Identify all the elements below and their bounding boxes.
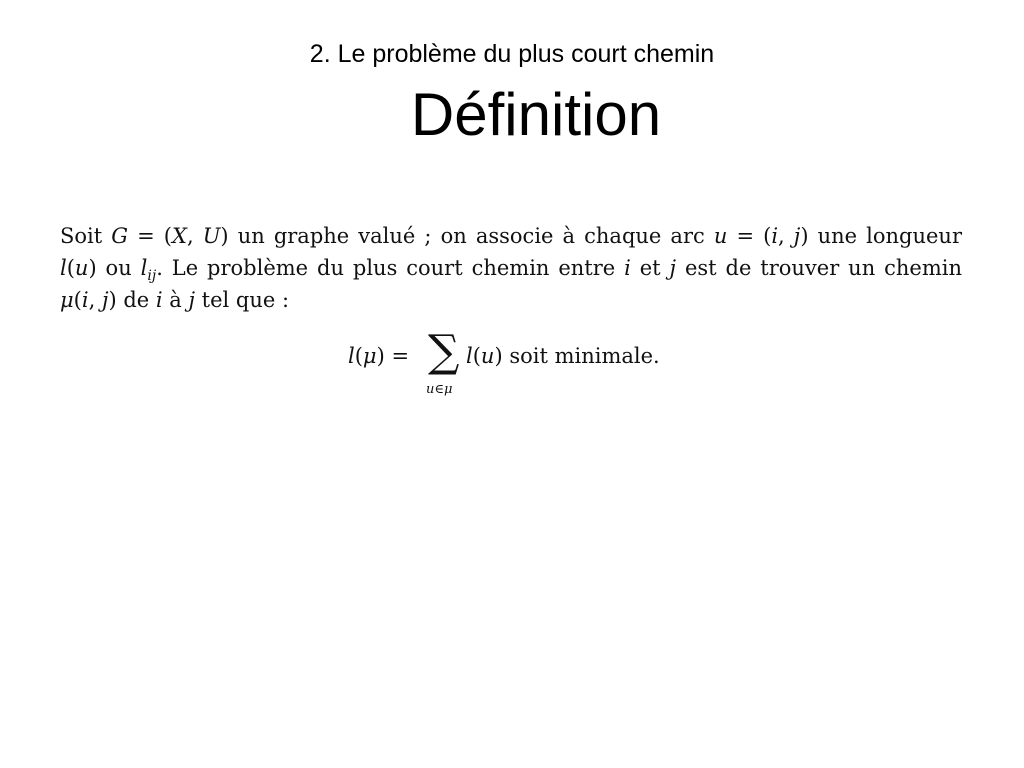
math-var: l	[348, 344, 355, 368]
text-run: ,	[88, 288, 102, 312]
text-run: (	[354, 344, 363, 368]
math-var: X	[172, 224, 187, 248]
text-run: (	[472, 344, 481, 368]
sum-subscript: u∈μ	[426, 382, 453, 397]
text-run: ) un graphe valué ; on associe à chaque arc	[220, 224, 714, 248]
math-var: i	[81, 288, 89, 312]
math-var: G	[111, 224, 129, 248]
math-var: U	[202, 224, 221, 248]
text-run: ) ou	[88, 256, 141, 280]
section-title: 2. Le problème du plus court chemin	[309, 40, 715, 68]
math-var: j	[101, 288, 109, 312]
text-run: à	[162, 288, 189, 312]
math-var: u	[713, 224, 728, 248]
definition-line-3	[60, 284, 962, 316]
math-var: u	[74, 256, 89, 280]
math-var: i	[624, 256, 631, 280]
text-run: . Le problème du plus court chemin entre	[156, 256, 625, 280]
math-var: μ	[60, 288, 74, 312]
math-var: i	[155, 288, 163, 312]
math-var: μ	[362, 344, 377, 368]
math-var: i	[771, 224, 779, 248]
text-run: = (	[128, 224, 172, 248]
definition-paragraph	[60, 220, 962, 316]
math-var: u	[480, 344, 495, 368]
math-var: l	[60, 256, 67, 280]
math-var: l	[140, 256, 148, 280]
slide-title: Définition	[410, 81, 662, 148]
definition-line-2	[60, 252, 962, 284]
text-run: est de trouver un chemin	[676, 256, 962, 280]
definition-line-1	[60, 220, 962, 252]
text-run: soit minimale.	[502, 344, 660, 368]
math-var: l	[466, 344, 473, 368]
text-run: ,	[186, 224, 203, 248]
formula-rhs	[466, 344, 660, 368]
text-run: ,	[778, 224, 794, 248]
math-var: j	[669, 256, 677, 280]
text-run: ) une longueur	[800, 224, 962, 248]
text-run: )	[494, 344, 503, 368]
text-run: (	[73, 288, 82, 312]
text-run: tel que :	[194, 288, 290, 312]
text-run: (	[66, 256, 75, 280]
text-run: ) de	[108, 288, 156, 312]
text-run: ) =	[376, 344, 410, 368]
math-var: j	[793, 224, 801, 248]
text-run: = (	[727, 224, 772, 248]
formula-lhs	[348, 344, 409, 368]
math-subscript: ij	[147, 268, 157, 284]
sum-symbol: ∑	[428, 326, 460, 377]
text-run: Soit	[60, 224, 112, 248]
math-var: j	[188, 288, 195, 312]
text-run: et	[630, 256, 670, 280]
